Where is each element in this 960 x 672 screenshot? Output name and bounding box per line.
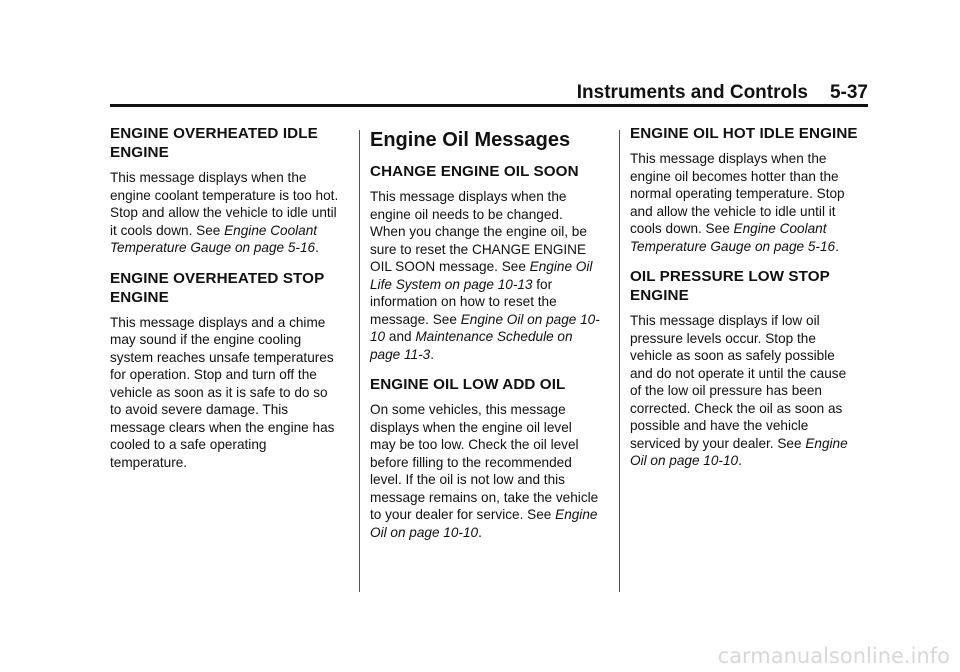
section-body: [630, 312, 860, 470]
cross-reference: Maintenance Schedule on page 11-3: [370, 329, 573, 362]
header-title: Instruments and Controls: [576, 82, 808, 103]
column-middle: [370, 124, 600, 550]
cross-reference: Engine Oil on page 10-10: [630, 435, 848, 468]
body-text: .: [835, 238, 839, 254]
cross-reference: Engine Oil Life System on page 10-13: [370, 259, 593, 292]
body-text: for information on how to reset the message. See: [370, 276, 557, 327]
page-number: 5-37: [829, 82, 868, 103]
body-text: .: [430, 346, 434, 362]
cross-reference: Engine Oil on page 10-10: [370, 507, 598, 540]
section-heading: ENGINE OIL LOW ADD OIL: [370, 376, 566, 393]
body-text: This message displays when the engine coolant temperature is too hot. Stop and allow the vehicle to idle until it cools down. See: [110, 170, 339, 238]
section-engine-oil-hot: [630, 124, 860, 255]
section-heading: ENGINE OVERHEATED STOP ENGINE: [110, 269, 325, 306]
body-text: This message displays and a chime may sound if the engine cooling system reaches unsafe temperatures for operation. Stop and turn off the vehicle as soon as it is safe to do so to avoid severe damage. This message clears when the engine has cooled to a safe operating temperature.: [110, 314, 335, 470]
cross-reference: Engine Coolant Temperature Gauge on page 5-16: [110, 222, 318, 255]
cross-reference: Engine Coolant Temperature Gauge on page 5-16: [630, 221, 836, 254]
section-body: [110, 169, 340, 257]
column-divider: [359, 130, 360, 592]
body-text: .: [315, 240, 319, 255]
chapter-section-title: Engine Oil Messages: [370, 129, 571, 151]
site-watermark: carmanualsonline.info: [717, 644, 950, 668]
body-text: and: [385, 329, 416, 344]
body-text: This message displays if low oil pressure levels occur. Stop the vehicle as soon as safely possible and do not operate it until the cause of the low oil pressure has been corrected. Check the oil as soon as possible and have the vehicle serviced by your dealer. See: [630, 313, 847, 451]
section-body: [370, 401, 600, 541]
body-text: .: [478, 524, 482, 540]
section-oil-pressure-low: [630, 267, 860, 470]
section-engine-overheated-stop: [110, 269, 340, 472]
section-body: [370, 188, 600, 363]
body-text: This message displays when the engine oil becomes hotter than the normal operating temperature. Stop and allow the vehicle to idle until it cools down. See: [630, 151, 845, 236]
column-left: [110, 124, 340, 480]
section-change-engine-oil-soon: [370, 162, 600, 363]
section-heading: ENGINE OVERHEATED IDLE ENGINE: [110, 125, 318, 161]
section-heading: ENGINE OIL HOT IDLE ENGINE: [630, 125, 858, 142]
section-engine-overheated-idle: [110, 124, 340, 257]
section-heading: CHANGE ENGINE OIL SOON: [370, 163, 579, 180]
body-text: This message displays when the engine oil needs to be changed. When you change the engine oil, be sure to reset the CHANGE ENGINE OIL SOON message. See: [370, 189, 587, 274]
section-body: [110, 314, 340, 472]
body-text: On some vehicles, this message displays when the engine oil level may be too low. Check the oil level before filling to the recommended level. If the oil is not low and this message remains on, take the vehicle to your dealer for service. See: [370, 402, 599, 522]
section-heading: OIL PRESSURE LOW STOP ENGINE: [630, 268, 830, 304]
page-header: [110, 82, 868, 106]
column-divider: [619, 130, 620, 592]
section-engine-oil-low: [370, 375, 600, 541]
header-rule: [110, 104, 868, 107]
column-right: [630, 124, 860, 479]
body-text: .: [738, 453, 742, 468]
section-body: [630, 150, 860, 255]
cross-reference: Engine Oil on page 10-10: [370, 311, 600, 344]
